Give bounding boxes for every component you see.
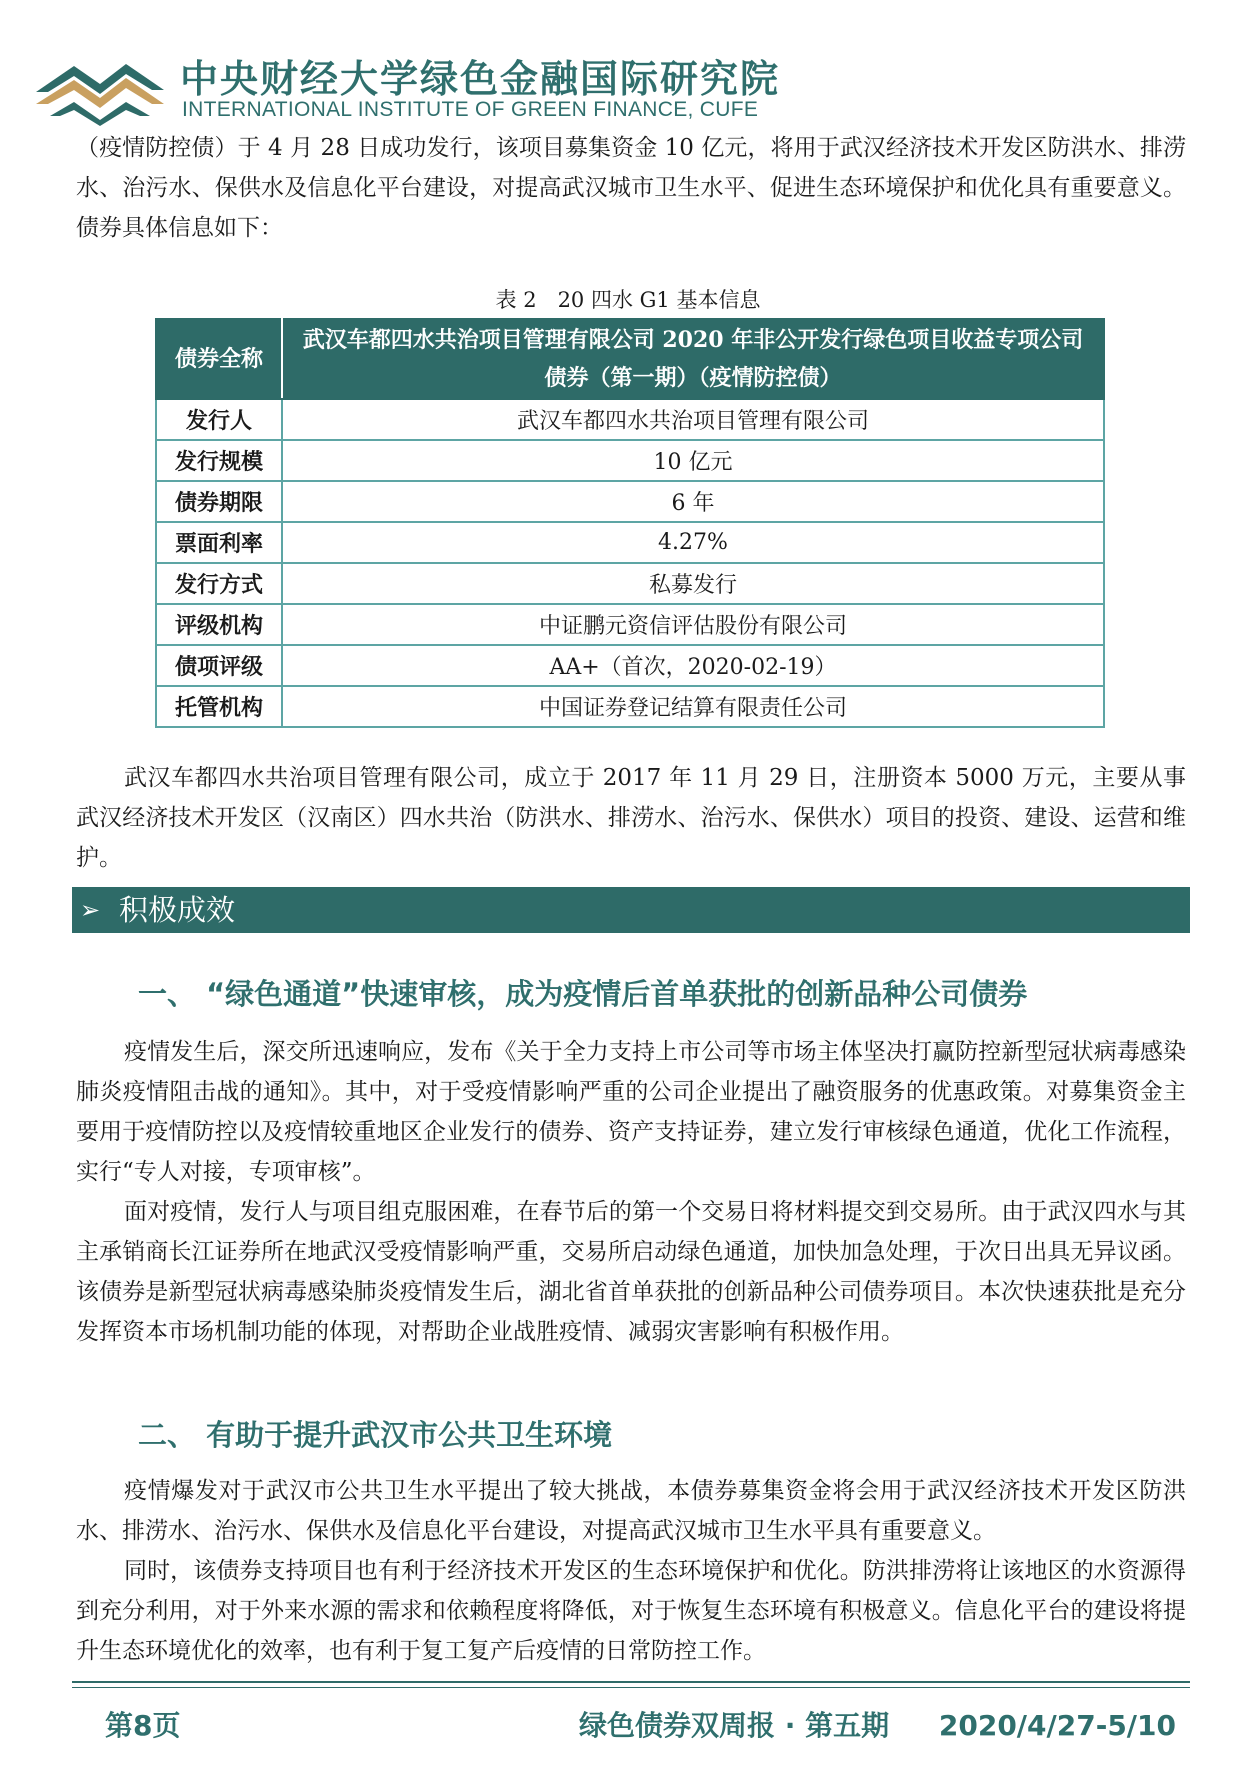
paragraph-public-health-2: 同时，该债券支持项目也有利于经济技术开发区的生态环境保护和优化。防洪排涝将让该地区的水资源得到充分利用，对于外来水源的需求和依赖程度将降低，对于恢复生态环境有积极意义。信息化平台的建设将提升生态环境优化的效率，也有利于复工复产后疫情的日常防控工作。 bbox=[76, 1558, 1186, 1664]
table-row bbox=[156, 645, 1104, 686]
row-value: 中证鹏元资信评估股份有限公司 bbox=[282, 604, 1104, 645]
section-title: 积极成效 bbox=[119, 893, 236, 927]
paragraph-public-health-1: 疫情爆发对于武汉市公共卫生水平提出了较大挑战，本债券募集资金将会用于武汉经济技术开发区防洪水、排涝水、治污水、保供水及信息化平台建设，对提高武汉城市卫生水平具有重要意义。 bbox=[76, 1478, 1186, 1544]
row-key: 发行方式 bbox=[156, 563, 282, 604]
row-value: 6 年 bbox=[282, 481, 1104, 522]
footer-rule bbox=[72, 1681, 1190, 1683]
org-name-en: INTERNATIONAL INSTITUTE OF GREEN FINANCE, CUFE bbox=[182, 98, 759, 121]
row-key: 发行规模 bbox=[156, 440, 282, 481]
institute-logo bbox=[30, 44, 168, 126]
date-range: 2020/4/27-5/10 bbox=[938, 1709, 1176, 1742]
row-value: 中国证券登记结算有限责任公司 bbox=[282, 686, 1104, 727]
intro-paragraph: （疫情防控债）于 4 月 28 日成功发行，该项目募集资金 10 亿元，将用于武汉经济技术开发区防洪水、排涝水、治污水、保供水及信息化平台建设，对提高武汉城市卫生水平、促进生态环境保护和优化具有重要意义。债券具体信息如下： bbox=[76, 135, 1186, 241]
row-key: 托管机构 bbox=[156, 686, 282, 727]
table-row bbox=[156, 563, 1104, 604]
row-key: 债项评级 bbox=[156, 645, 282, 686]
table-row bbox=[156, 604, 1104, 645]
header-value-cell: 武汉车都四水共治项目管理有限公司 2020 年非公开发行绿色项目收益专项公司债券（第一期）（疫情防控债） bbox=[282, 319, 1104, 399]
row-key: 评级机构 bbox=[156, 604, 282, 645]
table-row bbox=[156, 686, 1104, 727]
footer-publication bbox=[579, 1704, 1176, 1744]
row-value: 私募发行 bbox=[282, 563, 1104, 604]
paragraph-green-channel-1: 疫情发生后，深交所迅速响应，发布《关于全力支持上市公司等市场主体坚决打赢防控新型冠状病毒感染肺炎疫情阻击战的通知》。其中，对于受疫情影响严重的公司企业提出了融资服务的优惠政策。对募集资金主要用于疫情防控以及疫情较重地区企业发行的债券、资产支持证券，建立发行审核绿色通道，优化工作流程，实行“专人对接，专项审核”。 bbox=[76, 1039, 1186, 1185]
table-caption: 表 2 20 四水 G1 基本信息 bbox=[495, 288, 761, 312]
org-name-cn: 中央财经大学绿色金融国际研究院 bbox=[180, 57, 781, 101]
header-key-cell: 债券全称 bbox=[156, 319, 282, 399]
table-row bbox=[156, 399, 1104, 440]
table-header-row bbox=[156, 319, 1104, 399]
row-key: 债券期限 bbox=[156, 481, 282, 522]
row-value: 4.27% bbox=[282, 522, 1104, 563]
row-key: 票面利率 bbox=[156, 522, 282, 563]
heading-green-channel: 一、 “绿色通道”快速审核，成为疫情后首单获批的创新品种公司债券 bbox=[138, 977, 1028, 1011]
bond-info-table bbox=[155, 318, 1105, 728]
page-number: 第8页 bbox=[105, 1709, 181, 1742]
footer-rule-thin bbox=[72, 1687, 1190, 1688]
row-value: AA+（首次，2020-02-19） bbox=[282, 645, 1104, 686]
row-value: 武汉车都四水共治项目管理有限公司 bbox=[282, 399, 1104, 440]
page-header bbox=[30, 38, 930, 128]
row-value: 10 亿元 bbox=[282, 440, 1104, 481]
table-row bbox=[156, 440, 1104, 481]
heading-public-health: 二、 有助于提升武汉市公共卫生环境 bbox=[138, 1418, 613, 1452]
company-paragraph: 武汉车都四水共治项目管理有限公司，成立于 2017 年 11 月 29 日，注册资本 5000 万元，主要从事武汉经济技术开发区（汉南区）四水共治（防洪水、排涝水、治污水、保供水）项目的投资、建设、运营和维护。 bbox=[76, 765, 1186, 871]
paragraph-green-channel-2: 面对疫情，发行人与项目组克服困难，在春节后的第一个交易日将材料提交到交易所。由于武汉四水与其主承销商长江证券所在地武汉受疫情影响严重，交易所启动绿色通道，加快加急处理，于次日出具无异议函。该债券是新型冠状病毒感染肺炎疫情发生后，湖北省首单获批的创新品种公司债券项目。本次快速获批是充分发挥资本市场机制功能的体现，对帮助企业战胜疫情、减弱灾害影响有积极作用。 bbox=[76, 1199, 1186, 1345]
arrow-icon: ➢ bbox=[80, 896, 101, 924]
table-row bbox=[156, 481, 1104, 522]
section-bar bbox=[72, 887, 1190, 933]
row-key: 发行人 bbox=[156, 399, 282, 440]
table-row bbox=[156, 522, 1104, 563]
publication-name: 绿色债券双周报 · 第五期 bbox=[578, 1709, 890, 1742]
